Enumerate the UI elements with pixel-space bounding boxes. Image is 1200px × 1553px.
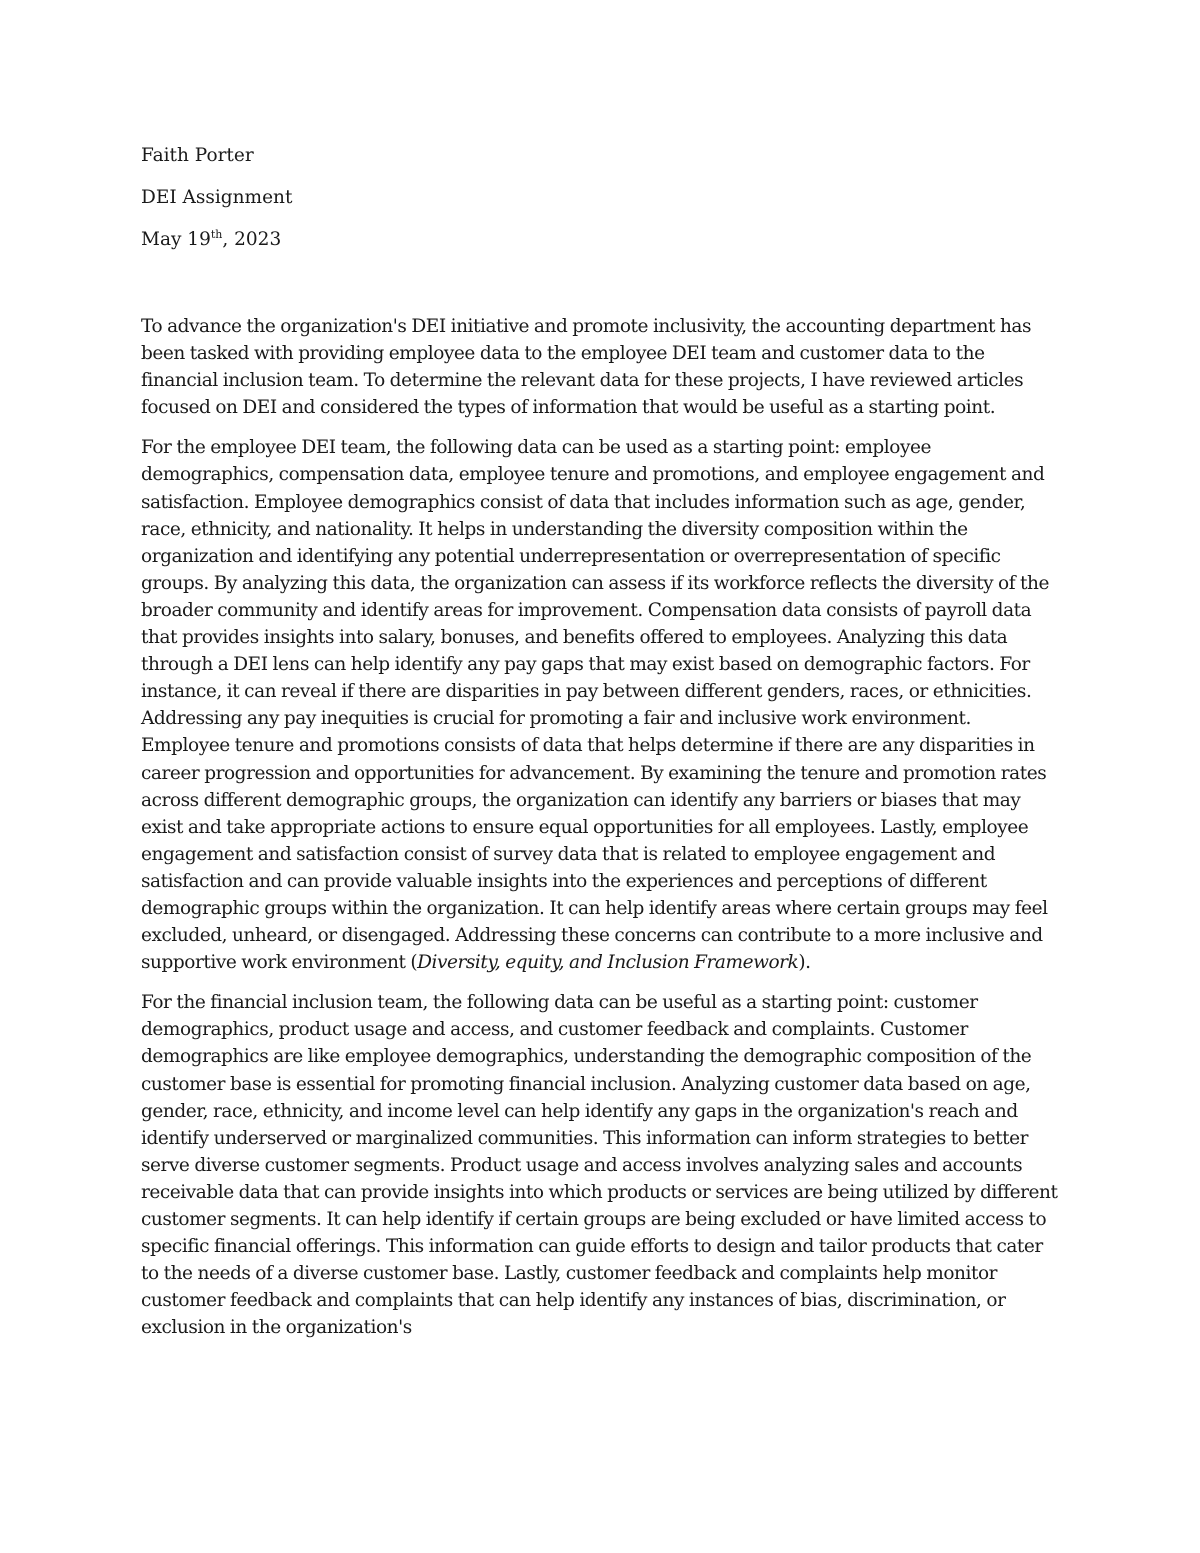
assignment-title: DEI Assignment [141, 187, 293, 208]
citation-title: Diversity, equity, and Inclusion Framework [417, 952, 799, 974]
employee-dei-text: For the employee DEI team, the following data can be used as a starting point: employee demographics, compensation data, employee tenure and promotions, and employee engagement and satisfaction. Employee demographics consist of data that includes information such as age, gender, race, ethnicity, and nationality. It helps in understanding the diversity composition within the organization and identifying any potential underrepresentation or overrepresentation of specific groups. By analyzing this data, the organization can assess if its workforce reflects the diversity of the broader community and identify areas for improvement. Compensation data consists of payroll data that provides insights into salary, bonuses, and benefits offered to employees. Analyzing this data through a DEI lens can help identify any pay gaps that may exist based on demographic factors. For instance, it can reveal if there are disparities in pay between different genders, races, or ethnicities. Addressing any pay inequities is crucial for promoting a fair and inclusive work environment. Employee tenure and promotions consists of data that helps determine if there are any disparities in career progression and opportunities for advancement. By examining the tenure and promotion rates across different demographic groups, the organization can identify any barriers or biases that may exist and take appropriate actions to ensure equal opportunities for all employees. Lastly, employee engagement and satisfaction consist of survey data that is related to employee engagement and satisfaction and can provide valuable insights into the experiences and perceptions of different demographic groups within the organization. It can help identify areas where certain groups may feel excluded, unheard, or disengaged. Addressing these concerns can contribute to a more inclusive and supportive work environment ( [141, 437, 1049, 974]
author-name: Faith Porter [141, 145, 254, 166]
date-year: , 2023 [222, 229, 282, 250]
date-month-day: May 19 [141, 229, 211, 250]
paragraph-employee-dei [141, 434, 1063, 976]
paragraph-financial-inclusion: For the financial inclusion team, the following data can be useful as a starting point: customer demographics, product usage and access, and customer feedback and complaints. Customer demographics are like employee demographics, understanding the demographic composition of the customer base is essential for promoting financial inclusion. Analyzing customer data based on age, gender, race, ethnicity, and income level can help identify any gaps in the organization's reach and identify underserved or marginalized communities. This information can inform strategies to better serve diverse customer segments. Product usage and access involves analyzing sales and accounts receivable data that can provide insights into which products or services are being utilized by different customer segments. It can help identify if certain groups are being excluded or have limited access to specific financial offerings. This information can guide efforts to design and tailor products that cater to the needs of a diverse customer base. Lastly, customer feedback and complaints help monitor customer feedback and complaints that can help identify any instances of bias, discrimination, or exclusion in the organization's [141, 992, 1058, 1339]
citation-close: ). [798, 952, 811, 974]
paragraph-intro: To advance the organization's DEI initiative and promote inclusivity, the accounting department has been tasked with providing employee data to the employee DEI team and customer data to the financial inclusion team. To determine the relevant data for these projects, I have reviewed articles focused on DEI and considered the types of information that would be useful as a starting point. [141, 316, 1032, 419]
document-header [141, 142, 741, 268]
date-suffix: th [210, 227, 223, 241]
document-date [141, 226, 741, 254]
document-body [141, 313, 1063, 1341]
